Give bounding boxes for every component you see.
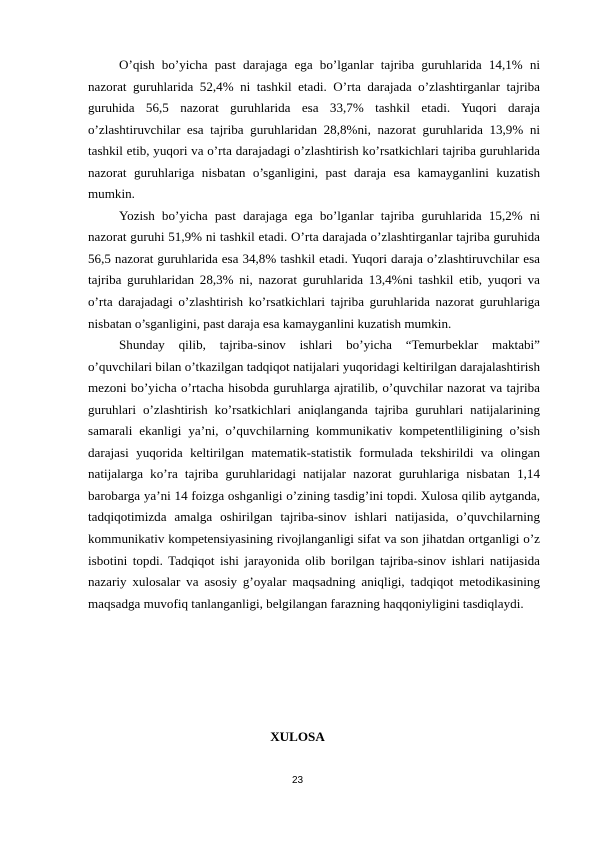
paragraph-writing-text: Yozish bo’yicha past darajaga ega bo’lganlar tajriba guruhlarida 15,2% ni nazorat guruhi 51,9% ni tashkil etadi. O’rta darajada o’zlashtirganlar tajriba guruhida 56,5 nazorat guruhlarida esa 34,8% tashkil etadi. Yuqori daraja o’zlashtiruvchilar esa tajriba guruhlaridan 28,3% ni, nazorat guruhlarida 13,4%ni tashkil etib, yuqori va o’rta darajadagi o’zlashtirish ko’rsatkichlari tajriba guruhlarida nazorat guruhlariga nisbatan o’sganligini, past daraja esa kamayganlini kuzatish mumkin. bbox=[88, 207, 540, 331]
paragraph-summary-text: Shunday qilib, tajriba-sinov ishlari bo’yicha “Temurbeklar maktabi” o’quvchilari bilan o’tkazilgan tadqiqot natijalari yuqoridagi keltirilgan darajalashtirish mezoni bo’yicha o’rtacha hisobda guruhlarga ajratilib, o’quvchilar nazorat va tajriba guruhlari o’zlashtirish ko’rsatkichlari aniqlanganda tajriba guruhlari natijalarining samarali ekanligi ya’ni, o’quvchilarning kommunikativ kompetentliligining o’sish darajasi yuqorida keltirilgan matematik-statistik formulada tekshirildi va olingan natijalarga ko’ra tajriba guruhlaridagi natijalar nazorat guruhlariga nisbatan 1,14 barobarga ya’ni 14 foizga oshganligi o’zining tasdig’ini topdi. Xulosa qilib aytganda, tadqiqotimizda amalga oshirilgan tajriba-sinov ishlari natijasida, o’quvchilarning kommunikativ kompetensiyasining rivojlanganligi sifat va son jihatdan ortganligi o’z isbotini topdi. Tadqiqot ishi jarayonida olib borilgan tajriba-sinov ishlari natijasida nazariy xulosalar va asosiy g’oyalar maqsadning aniqligi, tadqiqot metodikasining maqsadga muvofiq tanlanganligi, belgilangan farazning haqqoniyligini tasdiqlaydi. bbox=[88, 337, 540, 611]
body-text bbox=[88, 54, 540, 614]
paragraph-reading bbox=[88, 54, 540, 205]
page-number: 23 bbox=[291, 775, 304, 786]
paragraph-writing bbox=[88, 205, 540, 334]
paragraph-summary bbox=[88, 334, 540, 614]
paragraph-reading-text: O’qish bo’yicha past darajaga ega bo’lganlar tajriba guruhlarida 14,1% ni nazorat guruhlarida 52,4% ni tashkil etadi. O’rta darajada o’zlashtirganlar tajriba guruhida 56,5 nazorat guruhlarida esa 33,7% tashkil etadi. Yuqori daraja o’zlashtiruvchilar esa tajriba guruhlaridan 28,8%ni, nazorat guruhlarida 13,9% ni tashkil etib, yuqori va o’rta darajadagi o’zlashtirish ko’rsatkichlari tajriba guruhlarida nazorat guruhlariga nisbatan o’sganligini, past daraja esa kamayganlini kuzatish mumkin. bbox=[88, 57, 540, 202]
section-heading: XULOSA bbox=[270, 729, 325, 744]
